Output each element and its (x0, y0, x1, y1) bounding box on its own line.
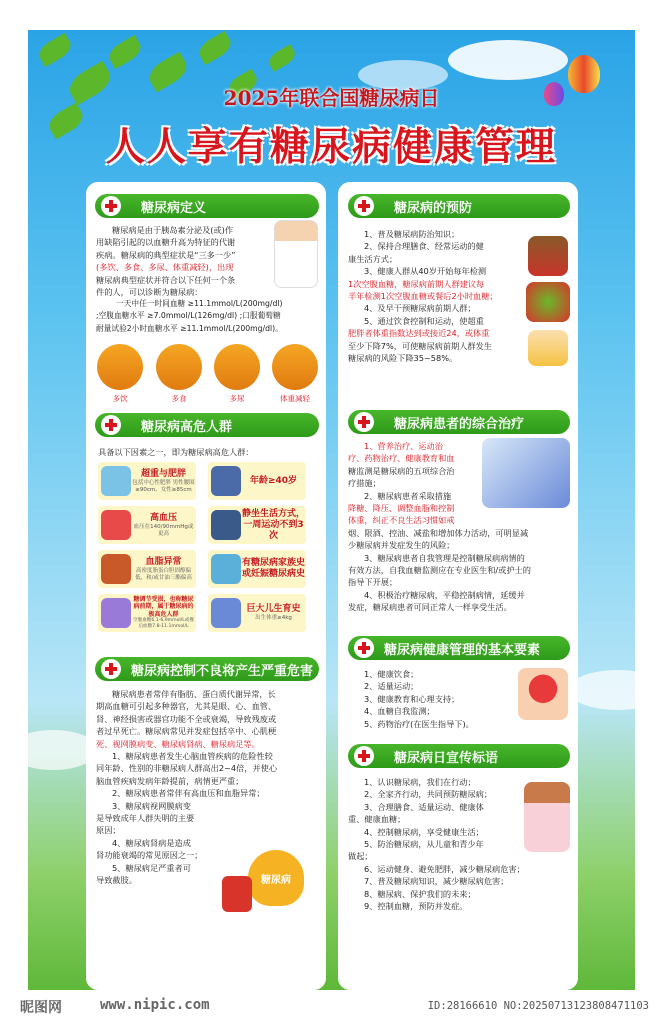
text-line: 者过早死亡。糖尿病常见并发症包括卒中、心肌梗 (96, 726, 277, 737)
text-line: 4、血糖自我监测； (364, 706, 435, 717)
text-line: 耐量试验2小时血糖水平 ≥11.1mmol/L(200mg/dl)。 (96, 323, 283, 333)
risk-sub: 血压在140/90mmHg或更高 (133, 523, 194, 537)
risk-title: 血脂异常 (145, 556, 182, 567)
text-line: 是导致成年人群失明的主要 (96, 813, 195, 824)
risk-item (208, 506, 306, 544)
text-line: 1、普及糖尿病防治知识； (364, 229, 460, 239)
section-header-harm (95, 657, 319, 681)
risk-title: 年龄≥40岁 (249, 475, 298, 486)
text-line: 至少下降7%，可使糖尿病前期人群发生 (348, 340, 492, 351)
text-line: 件的人，可以诊断为糖尿病： (96, 287, 203, 298)
section-header-treatment (348, 410, 570, 434)
text-line: 导致截肢。 (96, 875, 137, 886)
text-line: 4、及早干预糖尿病前期人群； (364, 303, 476, 314)
text-line: 3、糖尿病视网膜病变 (112, 800, 191, 811)
risk-item (98, 506, 196, 544)
text-line: 4、积极治疗糖尿病，平稳控制病情，延缓并 (364, 589, 525, 600)
cloud (448, 40, 568, 80)
risk-title: 静坐生活方式，一周运动不到3次 (241, 508, 305, 541)
symptom-label: 体重减轻 (280, 394, 310, 403)
text-line: 有效方法，自我血糖监测应在专业医生和/或护士的 (348, 565, 531, 576)
text-line: 用缺陷引起的以血糖升高为特征的代谢 (96, 237, 236, 248)
section-title: 糖尿病日宣传标语 (394, 750, 499, 766)
site-url: www.nipic.com (100, 997, 210, 1013)
text-line: 肾功能衰竭的常见原因之一； (96, 850, 203, 861)
text-line: 脑血管疾病发病年龄提前，病情更严重； (96, 775, 244, 786)
text-line: 1、糖尿病患者发生心脑血管疾病的危险性较 (112, 751, 273, 762)
leaf-decoration (195, 31, 234, 65)
text-line: 4、控制糖尿病，享受健康生活； (364, 826, 484, 837)
risk-intro: 具备以下因素之一，即为糖尿病高危人群： (98, 447, 254, 457)
risk-title: 有糖尿病家族史或妊娠糖尿病史 (241, 558, 305, 579)
medical-cross-icon (354, 412, 374, 432)
text-line: 1、健康饮食； (364, 669, 419, 679)
yoga-icon (528, 330, 568, 366)
text-line: 3、健康教育和心理支持； (364, 693, 460, 704)
text-line: 1、认识糖尿病，我们在行动； (364, 777, 476, 787)
text-line: 6、运动健身、避免肥胖，减少糖尿病危害； (364, 863, 525, 874)
risk-title: 高血压 (149, 512, 177, 523)
dna-icon (211, 554, 241, 584)
risk-item (98, 550, 196, 588)
medical-cross-icon (101, 196, 121, 216)
text-line: 7、普及糖尿病知识，减少糖尿病危害； (364, 876, 509, 887)
text-line: 指导下开展； (348, 577, 398, 588)
text-line: (多饮、多食、多尿、体重减轻)，出现 (96, 262, 234, 273)
polyuria-icon (214, 344, 260, 390)
text-line: 糖尿病典型症状并符合以下任何一个条 (96, 274, 236, 285)
section-title: 糖尿病定义 (141, 200, 207, 216)
site-logo: 昵图网 (20, 1000, 62, 1016)
definition-text (96, 224, 272, 298)
elements-text (364, 668, 524, 730)
baby-icon (211, 598, 241, 628)
risk-title: 糖调节受损，也称糖尿病前期，属于糖尿病的极高危人群 (133, 595, 194, 618)
text-line: 糖监测是糖尿病的五项综合治 (348, 465, 455, 476)
text-line: 5、糖尿病足严重者可 (112, 862, 191, 873)
elderly-care-illustration (482, 438, 570, 508)
text-line: 2、糖尿病患者常伴有高血压和血脂异常； (112, 788, 265, 799)
section-title: 糖尿病患者的综合治疗 (394, 416, 525, 432)
text-line: 2、保持合理膳食、经常运动的健 (364, 241, 484, 252)
hero-figure (222, 876, 252, 912)
text-line: 糖尿病患者常伴有脂肪、蛋白质代谢异常，长 (112, 689, 276, 699)
text-line: 2、糖尿病患者采取措施 (364, 490, 452, 501)
text-line: 4、糖尿病肾病是造成 (112, 837, 191, 848)
text-line: 5、防治糖尿病，从儿童和青少年 (364, 839, 484, 850)
text-line: 8、糖尿病、保护我们的未来； (364, 888, 476, 899)
cloud (568, 670, 635, 710)
section-title: 糖尿病高危人群 (141, 419, 233, 435)
polyphagia-icon (156, 344, 202, 390)
text-line: 做起； (348, 851, 373, 862)
text-line: 2、全家齐行动，共同预防糖尿病； (364, 789, 493, 800)
polydipsia-icon (97, 344, 143, 390)
section-header-definition (95, 194, 319, 218)
risk-item (208, 550, 306, 588)
text-line: 肥胖者体重指数达到或接近24，或体重 (348, 328, 490, 339)
text-line (96, 249, 272, 261)
weight-loss-icon (272, 344, 318, 390)
text-line: 期高血糖可引起多种器官，尤其是眼、心、血管、 (96, 701, 277, 712)
age-icon (211, 466, 241, 496)
section-title: 糖尿病健康管理的基本要素 (384, 642, 541, 658)
text-line: 原因； (96, 825, 121, 836)
symptom-label: 多尿 (229, 394, 245, 403)
text-line: ;空腹血糖水平 ≥7.0mmol/L(126mg/dl) ;口服葡萄糖 (96, 311, 281, 321)
text-line-part: 疾病。糖尿病的典型症状是“三多一少” (96, 249, 236, 260)
text-line: 同年龄、性别的非糖尿病人群高出2~4倍，并使心 (96, 763, 278, 774)
leaf-decoration (35, 33, 74, 67)
heart-icon (101, 510, 131, 540)
diagnosis-criteria (96, 298, 324, 335)
text-line: 烟、限酒、控油、减盐和增加体力活动，可明显减 (348, 527, 529, 538)
text-line: 死、视网膜病变、糖尿病肾病、糖尿病足等。 (96, 738, 260, 749)
section-header-prevention (348, 194, 570, 218)
risk-sub: 包括中心性肥胖 男性腰围≥90cm、女性≥85cm (132, 479, 195, 493)
text-line: 半年检测1次空腹血糖或餐后2小时血糖； (348, 291, 498, 302)
text-line: 3、合理膳食、适量运动、健康体 (364, 801, 484, 812)
section-title: 糖尿病的预防 (394, 200, 473, 216)
text-line: 1、营养治疗、运动治 (364, 441, 443, 451)
leaf-decoration (105, 35, 144, 69)
risk-title: 巨大儿生育史 (246, 604, 301, 614)
nurse-illustration (524, 782, 570, 852)
poster-title: 人人享有糖尿病健康管理 (105, 124, 557, 170)
vegetables-icon (526, 282, 570, 322)
text-line: 2、适量运动； (364, 681, 419, 692)
section-header-elements (348, 636, 570, 660)
obesity-icon (101, 466, 131, 496)
text-line: 9、控制血糖，预防并发症。 (364, 901, 468, 912)
section-header-risk (95, 413, 319, 437)
heart-in-hands-icon (518, 668, 568, 720)
medical-cross-icon (354, 196, 374, 216)
text-line: 5、通过饮食控制和运动，使超重 (364, 315, 484, 326)
text-line: 5、药物治疗(在医生指导下)。 (364, 718, 474, 729)
section-header-slogans (348, 744, 570, 768)
risk-sub: 出生体重≥4kg (255, 615, 292, 621)
text-line: 一天中任一时间血糖 ≥11.1mmol/L(200mg/dl) (116, 299, 283, 308)
text-line: 少糖尿病并发症发生的风险； (348, 540, 455, 551)
risk-sub: 高密度脂蛋白胆固醇偏低，和/或甘油三酯偏高 (135, 567, 192, 581)
sedentary-icon (211, 510, 241, 540)
medical-cross-icon (354, 746, 374, 766)
symptom-label: 多食 (171, 394, 187, 403)
section-title: 糖尿病控制不良将产生严重危害 (131, 663, 314, 679)
text-line: 疗、药物治疗、健康教育和血 (348, 453, 455, 464)
risk-item (208, 462, 306, 500)
risk-title: 超重与肥胖 (140, 468, 186, 479)
risk-item (98, 462, 196, 500)
doctor-illustration (274, 220, 318, 288)
symptom-label: 多饮 (112, 394, 128, 403)
text-line: 3、糖尿病患者自我管理是控制糖尿病病情的 (364, 552, 525, 563)
medical-cross-icon (101, 659, 121, 679)
poster-subtitle: 2025年联合国糖尿病日 (223, 86, 440, 110)
risk-sub: 空腹血糖6.1-6.9mmol/L或餐后血糖7.8-11.1mmol/L (133, 618, 194, 630)
superhero-shield-illustration (218, 836, 316, 920)
medical-cross-icon (101, 415, 121, 435)
text-line: 1次空腹血糖，糖尿病前期人群建议每 (348, 278, 485, 289)
text-line: 重、健康血糖； (348, 814, 406, 825)
medical-cross-icon (354, 638, 374, 658)
leaf-decoration (266, 44, 298, 72)
prevention-text (348, 228, 526, 364)
text-line: 糖尿病的风险下降35~58%。 (348, 353, 458, 364)
text-line: 糖尿病是由于胰岛素分泌及(或)作 (112, 225, 234, 235)
text-line: 降糖、降压、调整血脂和控制 (348, 503, 455, 514)
text-line: 疗措施； (348, 478, 381, 489)
text-line: 肾、神经损害或器官功能不全或衰竭，导致残废或 (96, 713, 277, 724)
text-line: 发症，糖尿病患者可同正常人一样享受生活。 (348, 602, 512, 613)
text-line: 体重，纠正不良生活习惯如戒 (348, 515, 455, 526)
shield-badge: 糖尿病 (248, 850, 304, 906)
glucose-meter-icon (101, 598, 131, 628)
text-line: 康生活方式； (348, 253, 398, 264)
risk-item (98, 594, 196, 632)
risk-item (208, 594, 306, 632)
blood-vessel-icon (101, 554, 131, 584)
text-line: 3、健康人群从40岁开始每年检测 (364, 266, 487, 277)
image-id-label: ID:28166610 NO:20250713123808471103 (427, 1000, 649, 1012)
lifestyle-icon (528, 236, 568, 276)
